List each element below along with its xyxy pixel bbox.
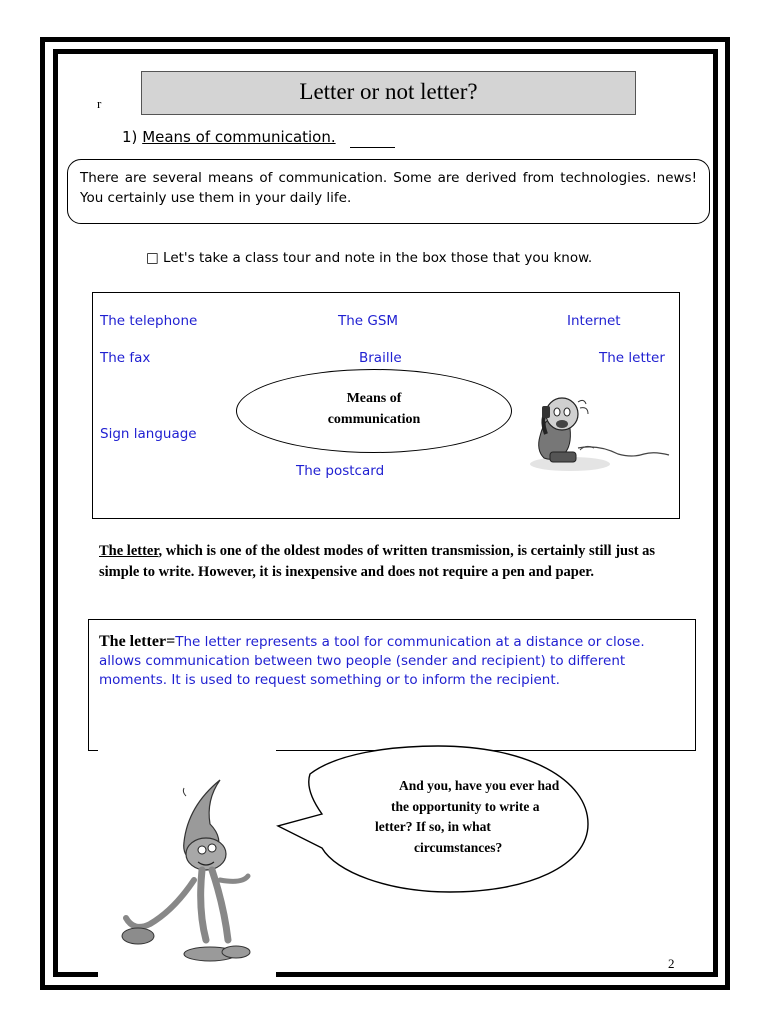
letter-paragraph-rest: , which is one of the oldest modes of written transmission, is certainly still just as simple to write. However, it is inexpensive and does not require a pen and paper.	[99, 543, 656, 580]
means-item-postcard: The postcard	[296, 463, 385, 479]
letter-paragraph-lead: The letter	[99, 543, 159, 559]
definition-text: The letter represents a tool for communication at a distance or close. allows communication between two people (sender and recipient) to different moments. It is used to request something or to inform the recipient.	[99, 634, 645, 688]
bubble-line-1: And you, have you ever had	[399, 778, 560, 793]
means-item-fax: The fax	[100, 350, 151, 366]
section-title: Means of communication.	[142, 128, 336, 146]
page-title: Letter or not letter?	[141, 71, 636, 115]
means-item-braille: Braille	[359, 350, 402, 366]
section-number: 1)	[122, 128, 138, 146]
phone-caller-cartoon-icon	[520, 386, 675, 476]
speech-bubble-text	[300, 776, 600, 858]
means-center-ellipse	[236, 369, 512, 453]
section-heading	[122, 128, 336, 146]
definition-text-block	[99, 632, 685, 690]
means-item-sign-language: Sign language	[100, 426, 197, 442]
page-number: 2	[668, 956, 675, 971]
definition-term: The letter	[99, 633, 167, 650]
bubble-line-4: circumstances?	[414, 839, 503, 855]
stray-character: r	[97, 96, 102, 111]
means-center-line2: communication	[327, 412, 421, 427]
instruction-text: □ Let's take a class tour and note in the box those that you know.	[146, 250, 593, 266]
means-center-line1: Means of	[346, 391, 402, 406]
bubble-line-3: letter? If so, in what	[375, 819, 491, 834]
bubble-line-2: the opportunity to write a	[391, 798, 540, 814]
letter-paragraph	[99, 541, 679, 583]
intro-box: There are several means of communication. Some are derived from technologies. news! You certainly use them in your daily life.	[67, 159, 710, 224]
section-underline	[350, 147, 395, 148]
definition-box	[88, 619, 696, 751]
definition-equals: =	[166, 633, 176, 650]
means-item-internet: Internet	[567, 313, 621, 329]
means-item-telephone: The telephone	[100, 313, 198, 329]
means-item-gsm: The GSM	[338, 313, 399, 329]
means-item-letter: The letter	[599, 350, 665, 366]
